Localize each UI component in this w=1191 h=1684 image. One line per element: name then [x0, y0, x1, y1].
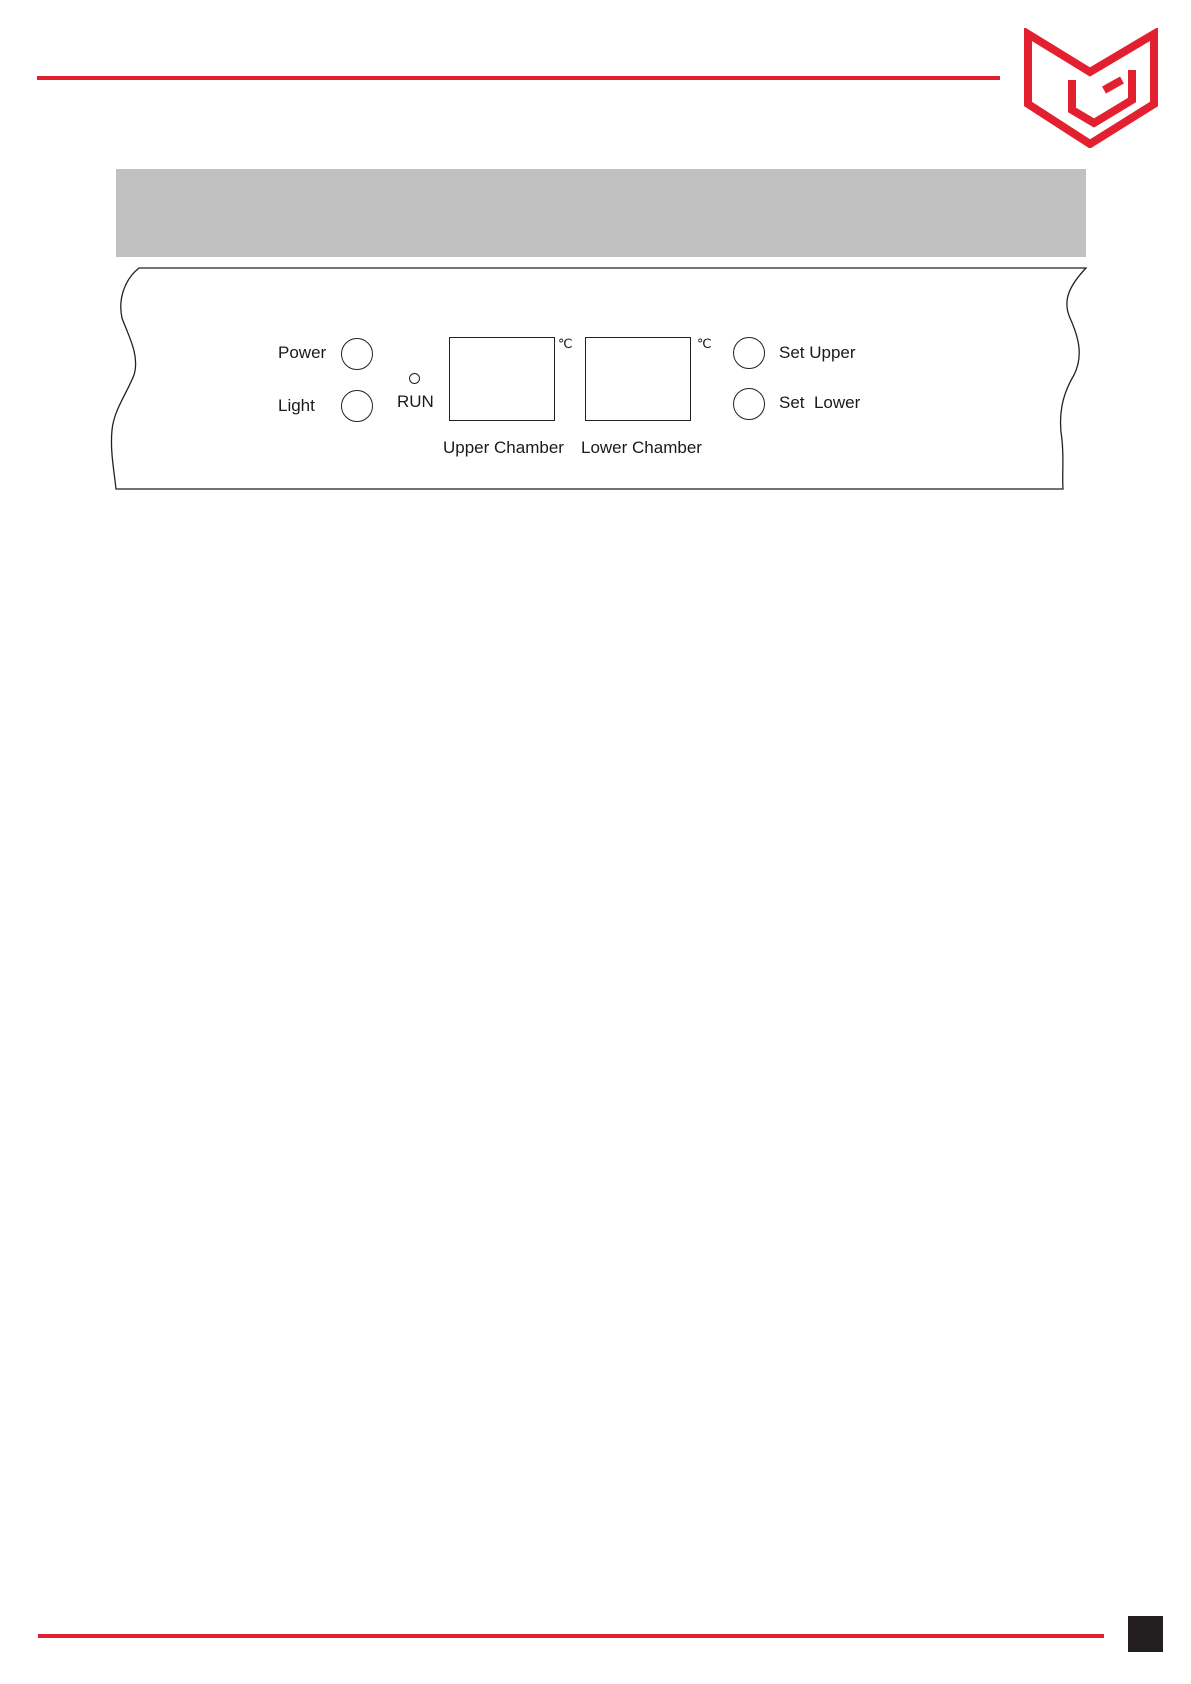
run-indicator-led [409, 373, 420, 384]
lower-chamber-label: Lower Chamber [581, 438, 702, 457]
lower-unit-label: ℃ [697, 336, 712, 351]
set-lower-label: Set Lower [779, 393, 861, 412]
set-upper-label: Set Upper [779, 343, 856, 362]
run-label: RUN [397, 392, 434, 411]
page-marker [1128, 1616, 1163, 1652]
set-lower-button[interactable] [733, 388, 765, 420]
power-button[interactable] [341, 338, 373, 370]
light-button[interactable] [341, 390, 373, 422]
upper-chamber-display [449, 337, 555, 421]
upper-chamber-label: Upper Chamber [443, 438, 564, 457]
light-label: Light [278, 396, 315, 415]
set-upper-button[interactable] [733, 337, 765, 369]
power-label: Power [278, 343, 327, 362]
footer-rule [38, 1634, 1104, 1638]
upper-unit-label: ℃ [558, 336, 573, 351]
lower-chamber-display [585, 337, 691, 421]
